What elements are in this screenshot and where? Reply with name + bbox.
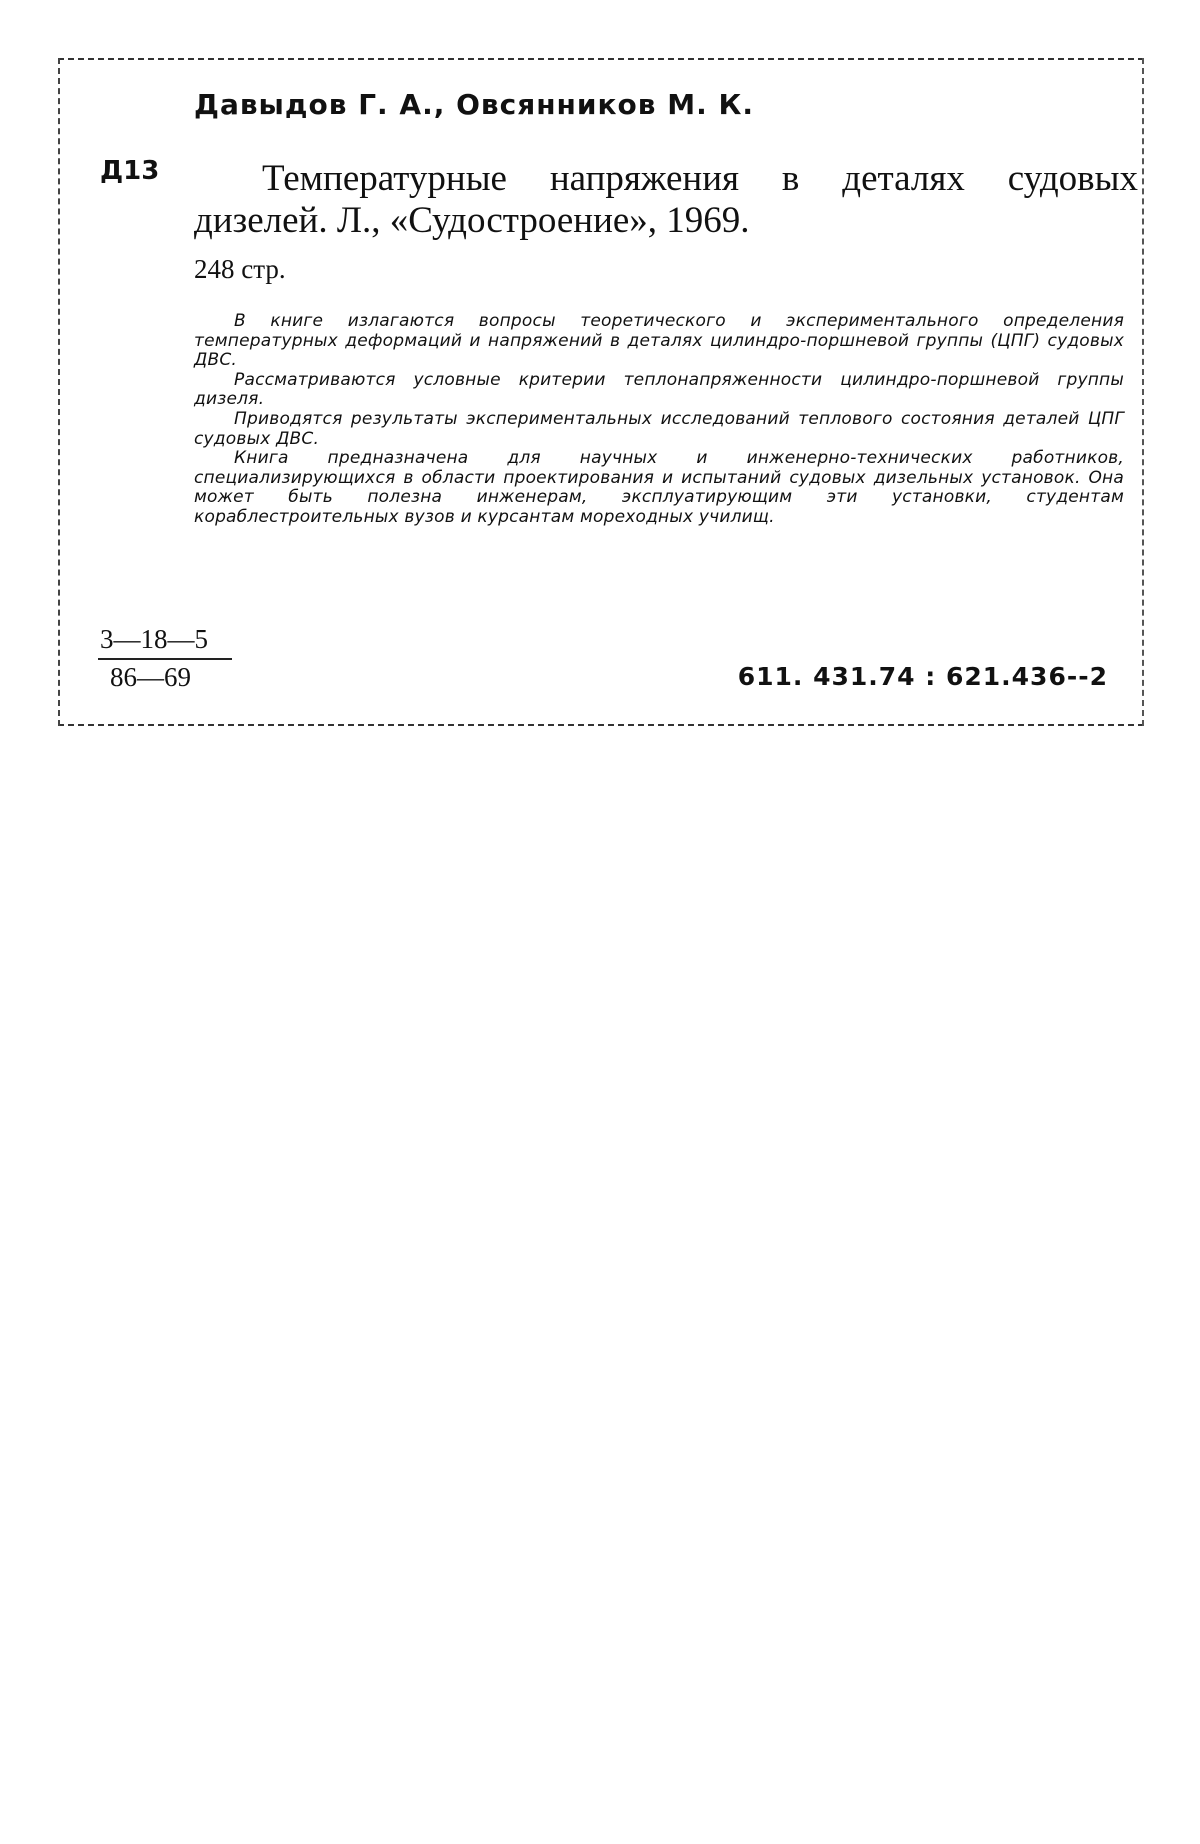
fraction-line xyxy=(98,658,232,660)
page-count: 248 стр. xyxy=(194,254,286,284)
code-numerator: 3—18—5 xyxy=(100,624,208,654)
card-border-left xyxy=(58,58,60,726)
code-denominator: 86—69 xyxy=(110,662,191,692)
authors: Давыдов Г. А., Овсянников М. К. xyxy=(194,88,754,121)
card-border-top xyxy=(58,58,1144,60)
annotation-paragraph: В книге излагаются вопросы теоретического и экспериментального определения температурных деформаций и напряжений в деталях цилиндро-поршневой группы (ЦПГ) судовых ДВС. xyxy=(194,311,1124,371)
card-border-bottom xyxy=(58,724,1144,726)
card-border-right xyxy=(1142,58,1144,726)
index-code: Д13 xyxy=(100,156,160,186)
annotation xyxy=(194,312,1124,528)
annotation-paragraph: Книга предназначена для научных и инженерно-технических работников, специализирующихся в области проектирования и испытаний судовых дизельных установок. Она может быть полезна инженерам, эксплуатирующим эти установки, студентам кораблестроительных вузов и курсантам мореходных училищ. xyxy=(194,448,1124,527)
book-title: Температурные напряжения в деталях судовых дизелей. Л., «Судостроение», 1969. xyxy=(194,158,1138,241)
annotation-paragraph: Приводятся результаты экспериментальных исследований теплового состояния деталей ЦПГ судовых ДВС. xyxy=(194,408,1124,449)
catalog-card xyxy=(58,58,1144,726)
udc-code: 611. 431.74 : 621.436--2 xyxy=(737,662,1108,691)
annotation-paragraph: Рассматриваются условные критерии теплонапряженности цилиндро-поршневой группы дизеля. xyxy=(194,369,1124,410)
